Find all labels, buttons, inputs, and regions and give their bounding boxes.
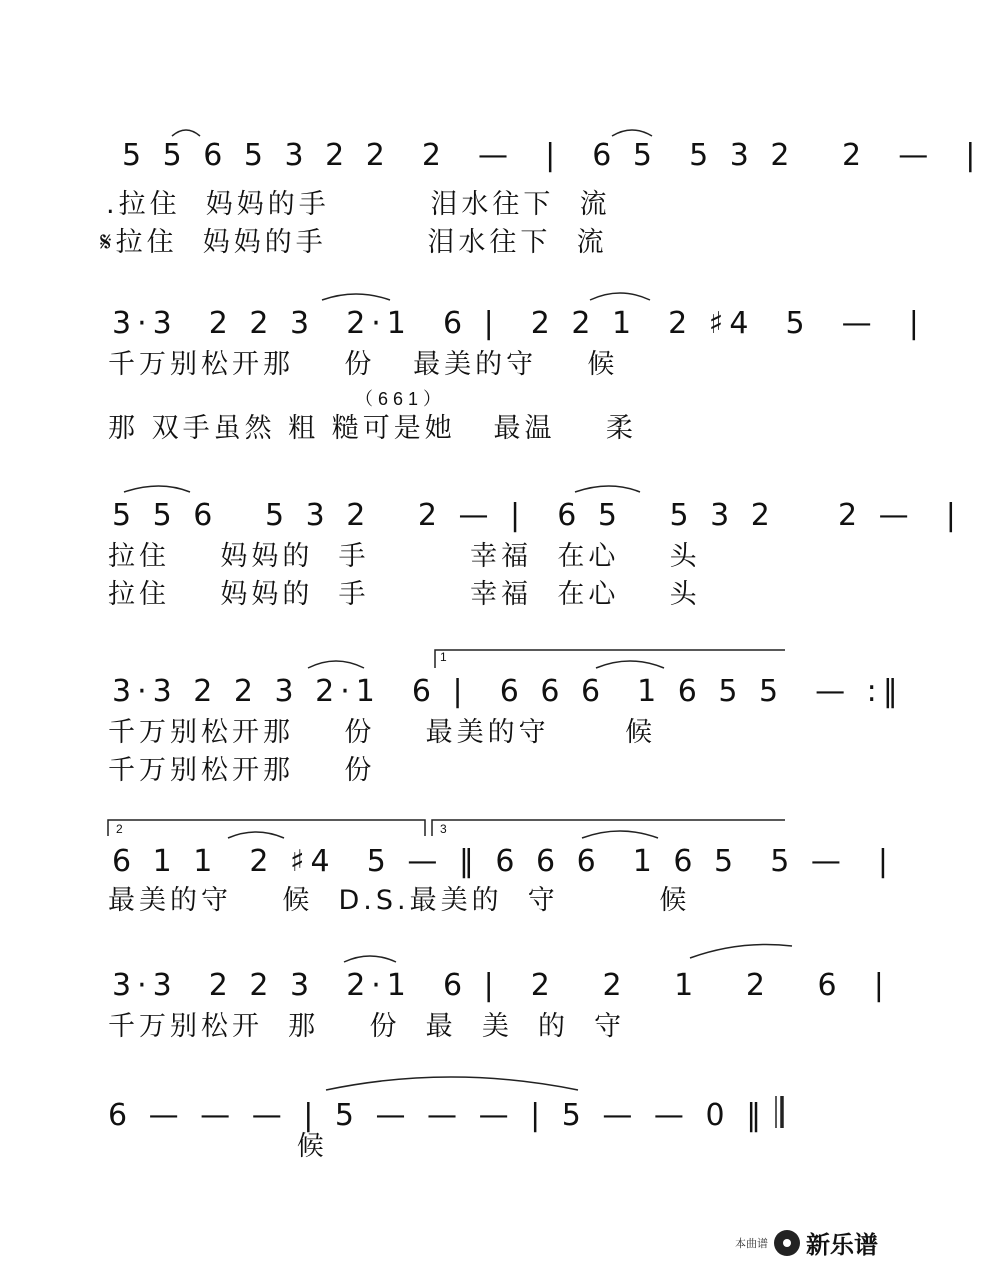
slur-10 — [582, 831, 658, 838]
footer-brand — [735, 1225, 878, 1260]
system-6-notes: 3·3 2 2 3 2·1 6 | 2 2 1 2 6 | — [112, 968, 890, 1003]
system-1-notes: 5 5 6 5 3 2 2 2 — | 6 5 5 3 2 2 — | — [122, 138, 981, 173]
slur-9 — [228, 832, 284, 838]
slur-11 — [344, 956, 396, 962]
slur-3 — [322, 294, 390, 300]
ending-bracket-2 — [108, 820, 425, 836]
slur-2 — [612, 130, 652, 136]
ending-3-label: 3 — [440, 822, 447, 836]
system-1-lyric-2: 𝄋拉住 妈妈的手 泪水往下 流 — [100, 227, 608, 258]
system-2-lyric-1: 千万别松开那 份 最美的守 候 — [108, 349, 619, 380]
system-5-notes: 6 1 1 2 ♯4 5 — ‖ 6 6 6 1 6 5 5 — | — [112, 844, 895, 879]
system-7-notes: 6 — — — | 5 — — — | 5 — — 0 ‖ — [108, 1098, 768, 1133]
system-5-lyric-1: 最美的守 候 D.S.最美的 守 候 — [108, 885, 691, 916]
ending-bracket-1 — [435, 650, 785, 668]
system-3-lyric-2: 拉住 妈妈的 手 幸福 在心 头 — [108, 579, 701, 610]
system-6-lyric-1: 千万别松开 那 份 最 美 的 守 — [108, 1011, 626, 1042]
brand-logo-text: 新乐谱 — [806, 1231, 878, 1259]
slur-8 — [596, 661, 664, 668]
variant-note: （ 6 6 1 ） — [355, 389, 442, 409]
slur-1 — [172, 130, 200, 136]
slur-7 — [308, 661, 364, 668]
system-7-lyric-1: 候 — [108, 1131, 328, 1162]
ending-bracket-3 — [432, 820, 785, 836]
slur-13 — [326, 1077, 578, 1090]
ending-1-label: 1 — [440, 650, 447, 664]
record-disc-icon — [774, 1230, 800, 1256]
system-2-notes: 3·3 2 2 3 2·1 6 | 2 2 1 2 ♯4 5 — | — [112, 306, 925, 341]
variant-lyric: 那 双手虽然 粗 糙可是她 最温 柔 — [108, 413, 637, 444]
system-4-lyric-2: 千万别松开那 份 — [108, 755, 376, 786]
system-3-lyric-1: 拉住 妈妈的 手 幸福 在心 头 — [108, 541, 701, 572]
footer-small-text: 本曲谱 — [735, 1237, 768, 1250]
slur-4 — [590, 293, 650, 300]
system-1-lyric-1: .拉住 妈妈的手 泪水往下 流 — [106, 189, 611, 220]
system-4-notes: 3·3 2 2 3 2·1 6 | 6 6 6 1 6 5 5 — :‖ — [112, 674, 904, 709]
slur-5 — [124, 486, 190, 492]
slur-6 — [575, 486, 640, 492]
ending-2-label: 2 — [116, 822, 123, 836]
system-4-lyric-1: 千万别松开那 份 最美的守 候 — [108, 717, 657, 748]
system-3-notes: 5 5 6 5 3 2 2 — | 6 5 5 3 2 2 — | — [112, 498, 962, 533]
slur-12 — [690, 945, 792, 959]
